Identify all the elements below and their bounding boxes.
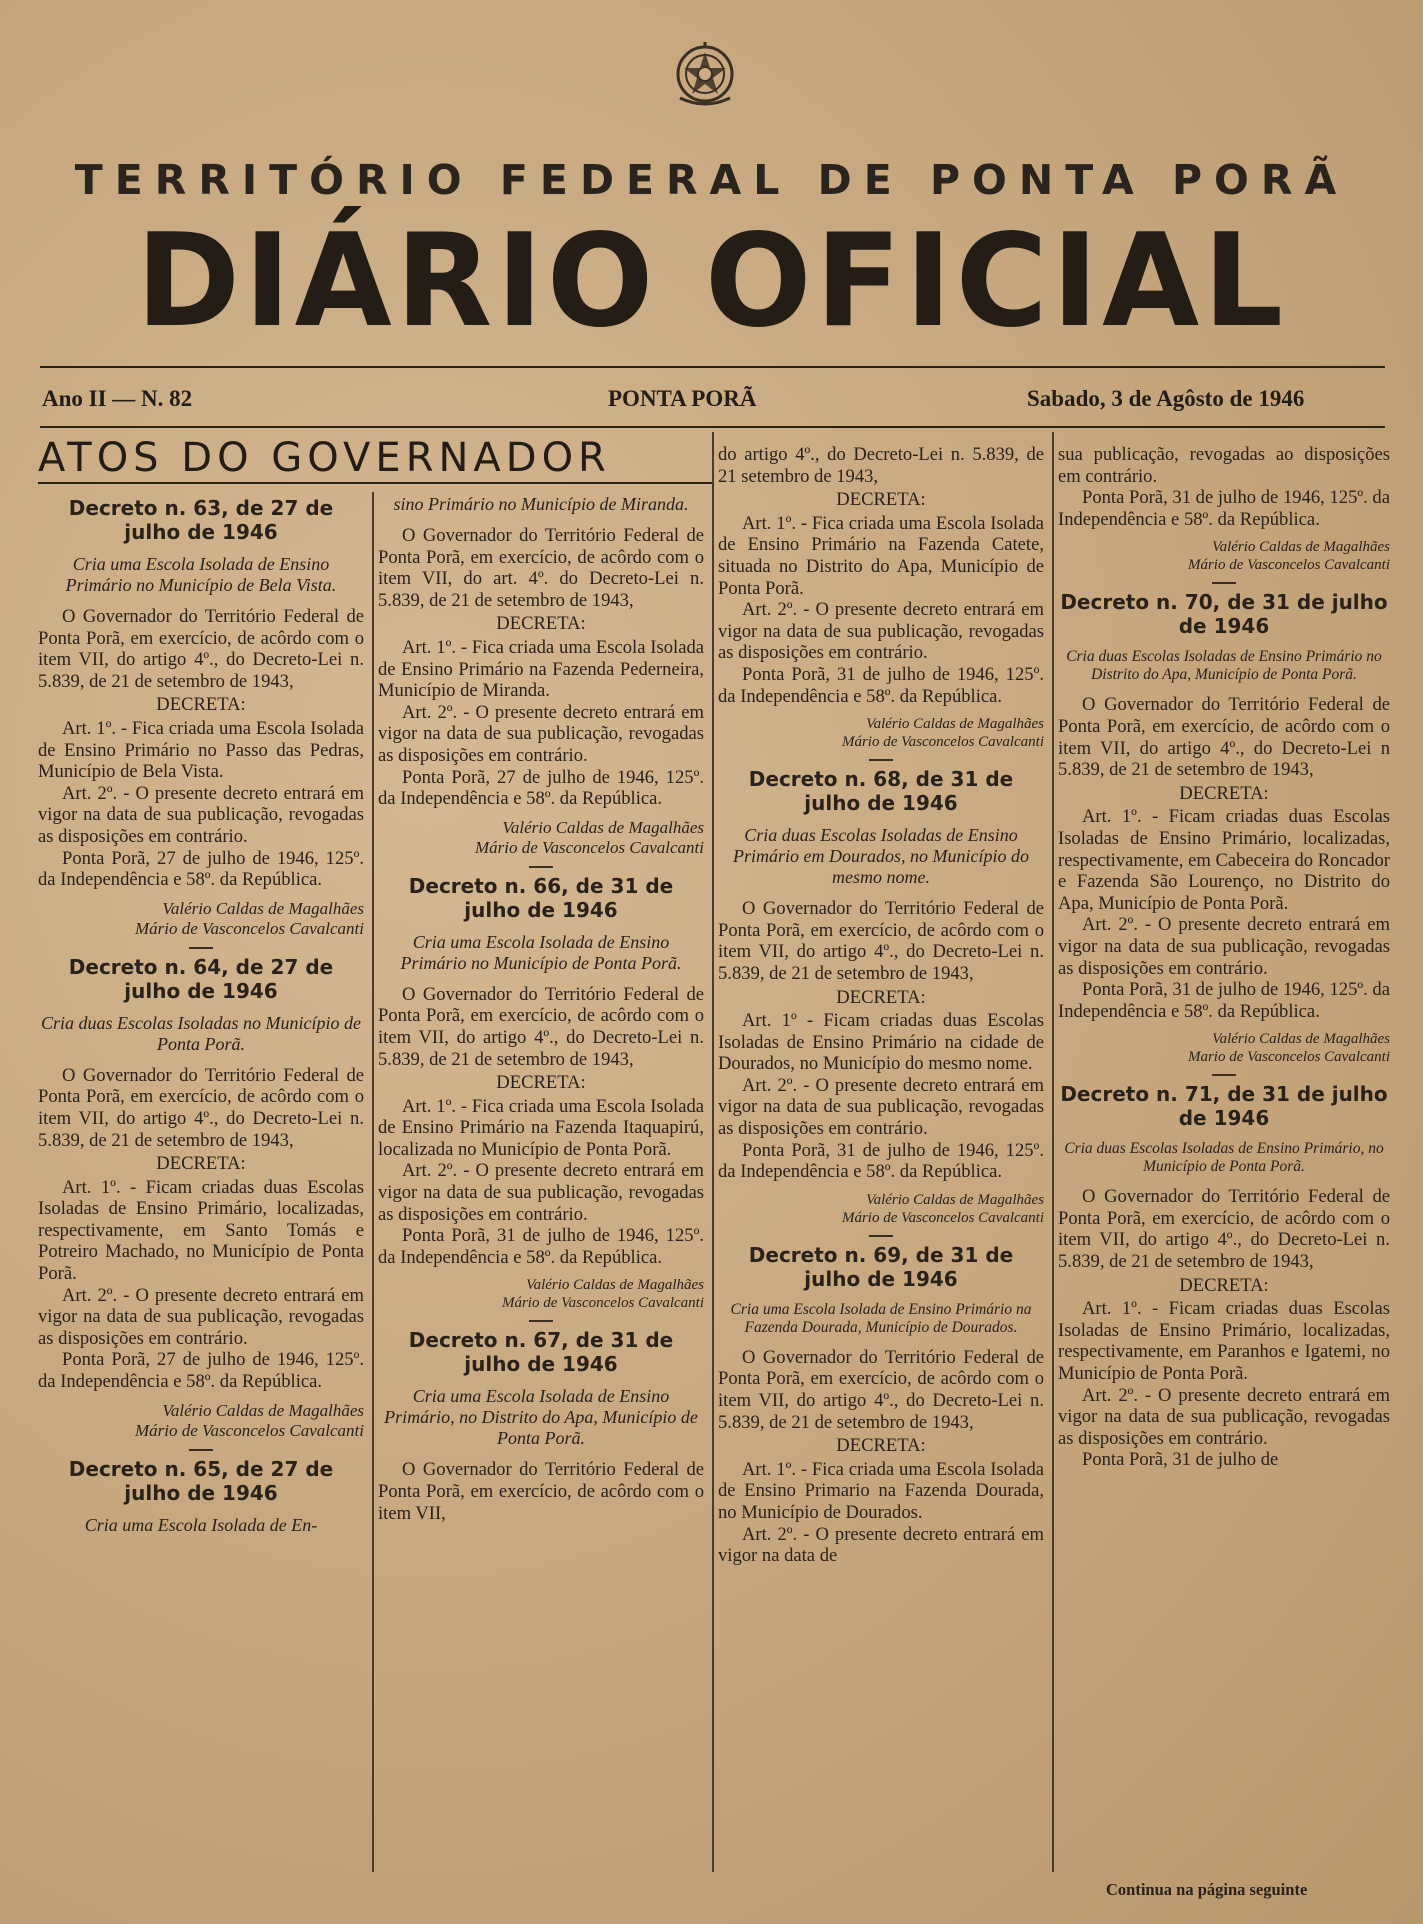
decree-67-date: Ponta Porã, 31 de julho de 1946, 125º. da Independência e 58º. da República. [718, 663, 1044, 707]
section-title: ATOS DO GOVERNADOR [38, 435, 611, 481]
decree-63-date: Ponta Porã, 27 de julho de 1946, 125º. da Independência e 58º. da República. [38, 847, 364, 891]
decree-64-signature-1: Valério Caldas de Magalhães [162, 1400, 364, 1420]
decree-70-signature-2: Mario de Vasconcelos Cavalcanti [1187, 1049, 1390, 1066]
decree-65-decreta: DECRETA: [496, 613, 586, 635]
separator [869, 759, 893, 761]
decree-70-signature-1: Valério Caldas de Magalhães [1212, 1031, 1390, 1048]
decree-66-preamble: O Governador do Território Federal de Ponta Porã, em exercício, de acôrdo com o item VII, do artigo 4º., do Decreto-Lei n. 5.839, de 21 de setembro de 1943, [378, 983, 704, 1070]
decree-64-preamble: O Governador do Território Federal de Ponta Porã, em exercício, de acôrdo com o item VII, do artigo 4º., do Decreto-Lei n. 5.839, de 21 de setembro de 1943, [38, 1064, 364, 1151]
decree-68-art1: Art. 1º - Ficam criadas duas Escolas Isoladas de Ensino Primário na cidade de Dourados, no Município do mesmo nome. [718, 1010, 1044, 1075]
decree-66-art1: Art. 1º. - Fica criada uma Escola Isolada de Ensino Primário na Fazenda Itaquapirú, localizada no Município de Ponta Porã. [378, 1095, 704, 1160]
decree-69-art2-cont: sua publicação, revogadas ao disposições em contrário. [1058, 444, 1390, 487]
decree-67-preamble-cont: do artigo 4º., do Decreto-Lei n. 5.839, de 21 setembro de 1943, [718, 444, 1044, 487]
separator [189, 947, 213, 949]
decree-71-preamble: O Governador do Território Federal de Ponta Porã, em exercício, de acôrdo com o item VII, do artigo 4º., do Decreto-Lei n. 5.839, de 21 de setembro de 1943, [1058, 1186, 1390, 1273]
decree-65-preamble: O Governador do Território Federal de Ponta Porã, em exercício, de acôrdo com o item VII, do art. 4º. do Decreto-Lei n. 5.839, de 21 de setembro de 1943, [378, 525, 704, 611]
decree-68-signature-1: Valério Caldas de Magalhães [866, 1191, 1044, 1208]
decree-67-signature-1: Valério Caldas de Magalhães [866, 716, 1044, 733]
decree-63-summary: Cria uma Escola Isolada de Ensino Primário no Município de Bela Vista. [65, 554, 337, 595]
decree-66-signature-2: Mário de Vasconcelos Cavalcanti [501, 1295, 704, 1312]
territory-header: TERRITÓRIO FEDERAL DE PONTA PORÃ [74, 156, 1349, 204]
decree-67-art1: Art. 1º. - Fica criada uma Escola Isolada de Ensino Primário na Fazenda Catete, situada no Distrito do Apa, Município de Ponta Porã. [718, 512, 1044, 599]
separator [529, 1320, 553, 1322]
section-underline [38, 482, 714, 484]
decree-64-title: Decreto n. 64, de 27 de julho de 1946 [68, 954, 334, 1003]
decree-71-art2: Art. 2º. - O presente decreto entrará em vigor na data de sua publicação, revogadas as disposições em contrário. [1058, 1384, 1390, 1449]
decree-69-title: Decreto n. 69, de 31 de julho de 1946 [748, 1242, 1014, 1291]
decree-66-art2: Art. 2º. - O presente decreto entrará em vigor na data de sua publicação, revogadas as disposições em contrário. [378, 1160, 704, 1225]
decree-68-date: Ponta Porã, 31 de julho de 1946, 125º. da Independência e 58º. da República. [718, 1139, 1044, 1183]
column-divider-2 [712, 432, 714, 1872]
decree-69-preamble: O Governador do Território Federal de Ponta Porã, em exercício, de acôrdo com o item VII, do artigo 4º., do Decreto-Lei n. 5.839, de 21 de setembro de 1943, [718, 1346, 1044, 1433]
decree-66-signature-1: Valério Caldas de Magalhães [526, 1277, 704, 1294]
coat-of-arms-icon [668, 38, 742, 112]
decree-66-decreta: DECRETA: [496, 1072, 586, 1094]
column-3 [718, 444, 1044, 1870]
decree-69-signature-2: Mário de Vasconcelos Cavalcanti [1187, 557, 1390, 574]
column-divider-1 [372, 492, 374, 1872]
decree-64-art2: Art. 2º. - O presente decreto entrará em vigor na data de sua publicação, revogadas as disposições em contrário. [38, 1284, 364, 1349]
continued-note: Continua na página seguinte [1106, 1880, 1308, 1899]
masthead-title: DIÁRIO OFICIAL [135, 207, 1288, 356]
bottom-rule [40, 426, 1385, 428]
decree-64-date: Ponta Porã, 27 de julho de 1946, 125º. da Independência e 58º. da República. [38, 1349, 364, 1393]
decree-71-art1: Art. 1º. - Ficam criadas duas Escolas Isoladas de Ensino Primário, localizadas, respectivamente, em Paranhos e Igatemi, no Município de Ponta Porã. [1058, 1298, 1390, 1385]
decree-70-date: Ponta Porã, 31 de julho de 1946, 125º. da Independência e 58º. da República. [1058, 979, 1390, 1022]
decree-65-signature-2: Mário de Vasconcelos Cavalcanti [475, 837, 704, 857]
decree-66-summary: Cria uma Escola Isolada de Ensino Primário no Município de Ponta Porã. [400, 931, 682, 973]
decree-65-date: Ponta Porã, 27 de julho de 1946, 125º. da Independência e 58º. da República. [378, 766, 704, 810]
decree-70-title: Decreto n. 70, de 31 de julho de 1946 [1060, 590, 1388, 639]
separator [869, 1235, 893, 1237]
decree-63-signature-2: Mário de Vasconcelos Cavalcanti [135, 918, 364, 938]
decree-69-art1: Art. 1º. - Fica criada uma Escola Isolada de Ensino Primario na Fazenda Dourada, no Município de Dourados. [718, 1458, 1044, 1523]
decree-69-date: Ponta Porã, 31 de julho de 1946, 125º. da Independência e 58º. da República. [1058, 487, 1390, 530]
decree-68-art2: Art. 2º. - O presente decreto entrará em vigor na data de sua publicação, revogadas as disposições em contrário. [718, 1074, 1044, 1140]
decree-64-decreta: DECRETA: [156, 1153, 246, 1175]
decree-67-preamble: O Governador do Território Federal de Ponta Porã, em exercício, de acôrdo com o item VII, [378, 1459, 704, 1524]
decree-71-date: Ponta Porã, 31 de julho de [1082, 1449, 1279, 1471]
decree-65-art1: Art. 1º. - Fica criada uma Escola Isolada de Ensino Primário na Fazenda Pederneira, Município de Miranda. [378, 636, 704, 702]
decree-67-art2: Art. 2º. - O presente decreto entrará em vigor na data de sua publicação, revogadas as disposições em contrário. [718, 599, 1044, 664]
decree-68-summary: Cria duas Escolas Isoladas de Ensino Primário em Dourados, no Município do mesmo nome. [733, 825, 1029, 888]
issue-number: Ano II — N. 82 [42, 386, 193, 411]
column-4 [1058, 444, 1390, 1876]
decree-70-summary: Cria duas Escolas Isoladas de Ensino Primário no Distrito do Apa, Município de Ponta Porã. [1066, 648, 1382, 684]
decree-68-signature-2: Mário de Vasconcelos Cavalcanti [841, 1209, 1044, 1226]
decree-67-title: Decreto n. 67, de 31 de julho de 1946 [408, 1328, 674, 1377]
decree-70-preamble: O Governador do Território Federal de Ponta Porã, em exercício, de acôrdo com o item VII, do artigo 4º., do Decreto-Lei n 5.839, de 21 de setembro de 1943, [1058, 694, 1390, 781]
decree-70-art1: Art. 1º. - Ficam criadas duas Escolas Isoladas de Ensino Primário, localizadas, respectivamente, em Cabeceira do Roncador e Fazenda São Lourenço, no Distrito do Apa, Município de Ponta Porã. [1058, 806, 1390, 914]
separator [189, 1449, 213, 1451]
decree-65-summary-cont: sino Primário no Município de Miranda. [393, 494, 689, 514]
decree-63-art1: Art. 1º. - Fica criada uma Escola Isolada de Ensino Primário no Passo das Pedras, Município de Bela Vista. [38, 717, 364, 783]
issue-date: Sabado, 3 de Agôsto de 1946 [1027, 386, 1305, 411]
decree-71-decreta: DECRETA: [1179, 1274, 1269, 1296]
separator [1212, 582, 1236, 584]
decree-64-art1: Art. 1º. - Ficam criadas duas Escolas Isoladas de Ensino Primário, localizadas, respectivamente, em Santo Tomás e Potreiro Machado, no Município de Ponta Porã. [38, 1176, 364, 1285]
decree-68-decreta: DECRETA: [836, 986, 926, 1008]
decree-65-title: Decreto n. 65, de 27 de julho de 1946 [68, 1456, 334, 1505]
decree-66-date: Ponta Porã, 31 de julho de 1946, 125º. da Independência e 58º. da República. [378, 1225, 704, 1268]
place-name: PONTA PORÃ [608, 386, 757, 411]
decree-65-signature-1: Valério Caldas de Magalhães [502, 817, 704, 837]
decree-67-decreta: DECRETA: [836, 489, 926, 511]
decree-67-summary: Cria uma Escola Isolada de Ensino Primário, no Distrito do Apa, Município de Ponta Porã. [384, 1386, 698, 1449]
decree-69-art2: Art. 2º. - O presente decreto entrará em vigor na data de [718, 1523, 1044, 1567]
decree-65-art2: Art. 2º. - O presente decreto entrará em vigor na data de sua publicação, revogadas as disposições em contrário. [378, 701, 704, 766]
decree-68-title: Decreto n. 68, de 31 de julho de 1946 [748, 767, 1014, 816]
decree-70-art2: Art. 2º. - O presente decreto entrará em vigor na data de sua publicação, revogadas as disposições em contrário. [1058, 914, 1390, 979]
decree-65-summary: Cria uma Escola Isolada de En- [84, 1514, 318, 1535]
decree-63-decreta: DECRETA: [156, 694, 246, 716]
decree-63-signature-1: Valério Caldas de Magalhães [162, 898, 364, 918]
column-divider-3 [1052, 432, 1054, 1872]
decree-63-preamble: O Governador do Território Federal de Ponta Porã, em exercício, de acôrdo com o item VII, do artigo 4º., do Decreto-Lei n. 5.839, de 21 de setembro de 1943, [38, 606, 364, 692]
column-2 [378, 494, 704, 1870]
top-rule [40, 366, 1385, 368]
decree-64-signature-2: Mário de Vasconcelos Cavalcanti [135, 1420, 364, 1440]
decree-64-summary: Cria duas Escolas Isoladas no Município de Ponta Porã. [41, 1012, 361, 1054]
decree-69-summary: Cria uma Escola Isolada de Ensino Primário na Fazenda Dourada, Município de Dourados. [730, 1300, 1032, 1336]
column-1 [38, 490, 364, 1870]
decree-68-preamble: O Governador do Território Federal de Ponta Porã, em exercício, de acôrdo com o item VII, do artigo 4º., do Decreto-Lei n. 5.839, de 21 de setembro de 1943, [718, 898, 1044, 984]
decree-67-signature-2: Mário de Vasconcelos Cavalcanti [841, 734, 1044, 751]
separator [529, 866, 553, 868]
decree-63-art2: Art. 2º. - O presente decreto entrará em vigor na data de sua publicação, revogadas as disposições em contrário. [38, 782, 364, 847]
decree-70-decreta: DECRETA: [1179, 782, 1269, 804]
decree-71-summary: Cria duas Escolas Isoladas de Ensino Primário, no Município de Ponta Porã. [1064, 1140, 1384, 1176]
decree-63-title: Decreto n. 63, de 27 de julho de 1946 [68, 496, 334, 544]
decree-71-title: Decreto n. 71, de 31 de julho de 1946 [1060, 1082, 1388, 1131]
decree-69-decreta: DECRETA: [836, 1435, 926, 1457]
separator [1212, 1074, 1236, 1076]
decree-66-title: Decreto n. 66, de 31 de julho de 1946 [408, 873, 674, 922]
decree-69-signature-1: Valério Caldas de Magalhães [1212, 539, 1390, 556]
